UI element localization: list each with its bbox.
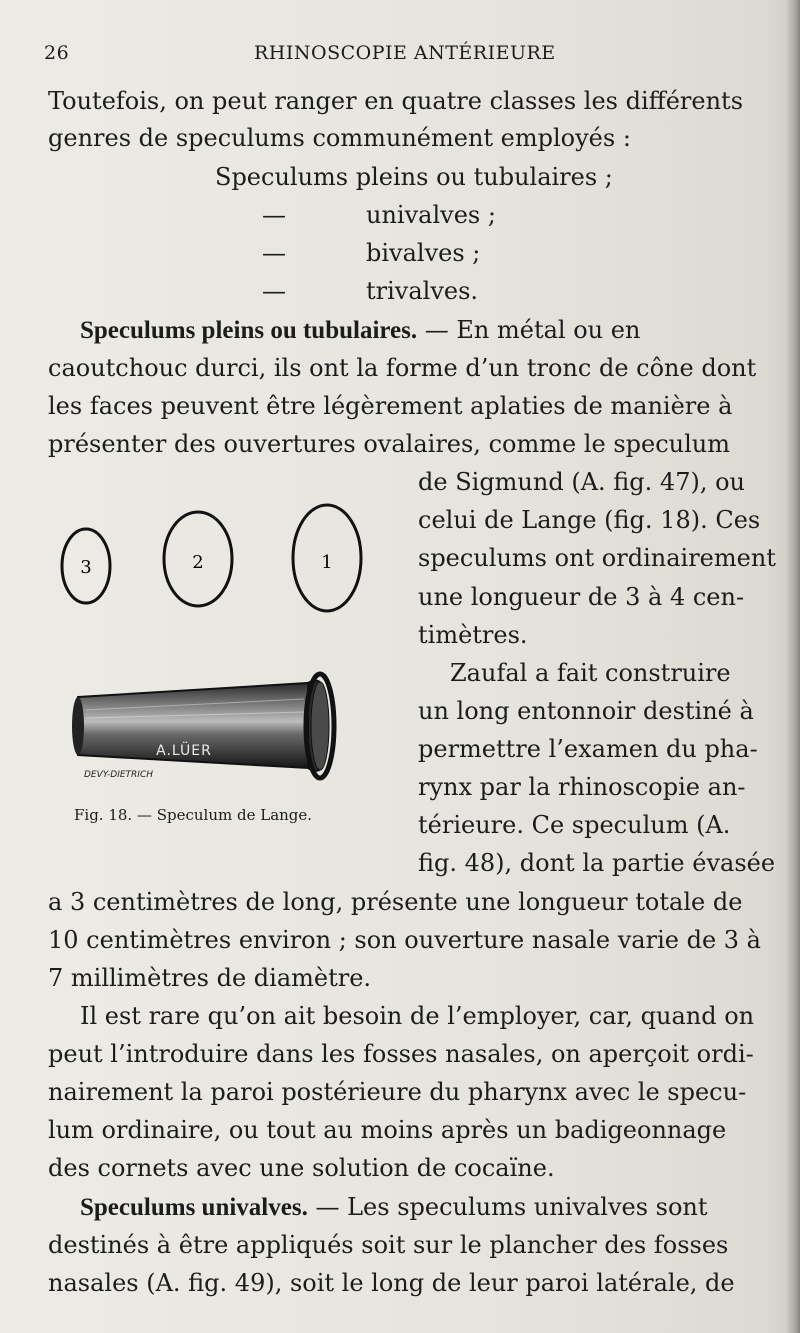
wrap-line-4: une longueur de 3 à 4 cen- xyxy=(418,583,745,611)
text-line-14: Il est rare qu’on ait besoin de l’employer, car, quand on xyxy=(80,1002,755,1030)
text-line-7-rest: — En métal ou en xyxy=(417,316,641,344)
text-line-1: Toutefois, on peut ranger en quatre classes les différents xyxy=(48,87,744,115)
wrap-line-1: de Sigmund (A. fig. 47), ou xyxy=(418,468,745,496)
text-line-20: destinés à être appliqués soit sur le plancher des fosses xyxy=(48,1231,729,1259)
wrap-line-9: rynx par la rhinoscopie an- xyxy=(418,773,746,801)
list-dash-3: — xyxy=(262,277,286,305)
text-line-2: genres de speculums communément employés : xyxy=(48,124,631,152)
list-item-pleins: Speculums pleins ou tubulaires ; xyxy=(215,163,613,191)
list-item-univalves: univalves ; xyxy=(366,201,496,229)
text-line-8: caoutchouc durci, ils ont la forme d’un tronc de cône dont xyxy=(48,354,757,382)
wrap-line-8: permettre l’examen du pha- xyxy=(418,735,758,763)
running-head xyxy=(44,42,774,72)
section-heading-univalves: Speculums univalves. xyxy=(80,1194,308,1221)
list-dash-2: — xyxy=(262,239,286,267)
figure-caption: Fig. 18. — Speculum de Lange. xyxy=(74,806,313,824)
oval-1 xyxy=(293,505,361,611)
wrap-line-11: fig. 48), dont la partie évasée xyxy=(418,849,776,877)
running-title: RHINOSCOPIE ANTÉRIEURE xyxy=(254,42,556,64)
list-item-trivalves: trivalves. xyxy=(366,277,479,305)
speculum-cone-drawing xyxy=(72,674,334,780)
oval-3 xyxy=(62,529,110,603)
wrap-line-5: timètres. xyxy=(418,621,528,649)
page-number: 26 xyxy=(44,42,70,64)
text-line-17: lum ordinaire, ou tout au moins après un badigeonnage xyxy=(48,1116,727,1144)
wrap-line-10: térieure. Ce speculum (A. xyxy=(418,811,731,839)
wrap-line-2: celui de Lange (fig. 18). Ces xyxy=(418,506,761,534)
section-heading-line-2 xyxy=(80,1190,708,1224)
oval-label-3: 3 xyxy=(80,557,92,578)
oval-label-2: 2 xyxy=(192,552,204,573)
wrap-line-3: speculums ont ordinairement xyxy=(418,544,776,572)
text-line-10: présenter des ouvertures ovalaires, comme le speculum xyxy=(48,430,730,458)
text-line-16: nairement la paroi postérieure du pharynx avec le specu- xyxy=(48,1078,747,1106)
section-heading-line xyxy=(80,313,640,347)
text-line-21: nasales (A. fig. 49), soit le long de leur paroi latérale, de xyxy=(48,1269,735,1297)
oval-2 xyxy=(164,512,232,606)
list-item-bivalves: bivalves ; xyxy=(366,239,481,267)
oval-label-1: 1 xyxy=(321,552,333,573)
text-line-12: 10 centimètres environ ; son ouverture nasale varie de 3 à xyxy=(48,926,761,954)
text-line-9: les faces peuvent être légèrement aplaties de manière à xyxy=(48,392,733,420)
instrument-maker-mark: A.LÜER xyxy=(156,743,212,759)
page-edge-shadow xyxy=(786,0,800,1333)
section-heading-tubulaires: Speculums pleins ou tubulaires. xyxy=(80,317,418,344)
text-line-11: a 3 centimètres de long, présente une longueur totale de xyxy=(48,888,743,916)
text-line-15: peut l’introduire dans les fosses nasales, on aperçoit ordi- xyxy=(48,1040,754,1068)
engraver-signature: DEVY-DIETRICH xyxy=(84,770,154,780)
text-line-19-rest: — Les speculums univalves sont xyxy=(307,1193,708,1221)
figure-18-speculum xyxy=(56,500,376,840)
wrap-line-6: Zaufal a fait construire xyxy=(450,659,731,687)
wrap-line-7: un long entonnoir destiné à xyxy=(418,697,754,725)
text-line-18: des cornets avec une solution de cocaïne. xyxy=(48,1154,555,1182)
text-line-13: 7 millimètres de diamètre. xyxy=(48,964,372,992)
list-dash-1: — xyxy=(262,201,286,229)
